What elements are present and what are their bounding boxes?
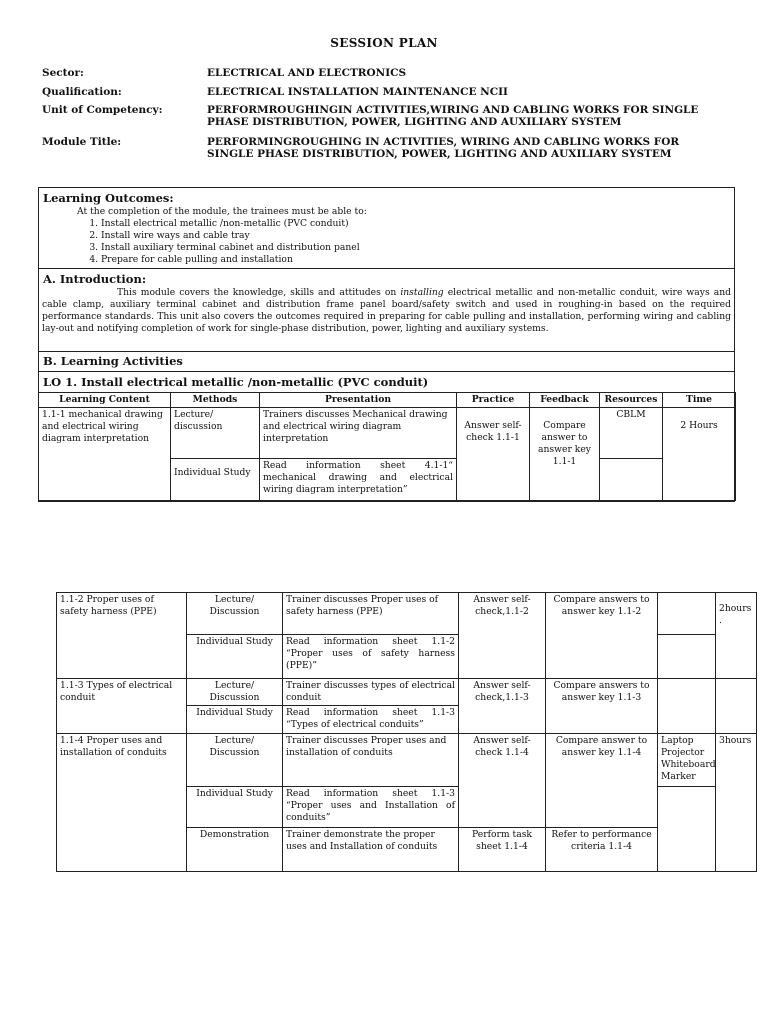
presentation-cell: Read information sheet 1.1-2 “Proper uses of safety harness (PPE)” bbox=[283, 635, 459, 679]
presentation-cell: Trainer discusses Proper uses and installation of conduits bbox=[283, 734, 459, 787]
table-row bbox=[57, 593, 757, 635]
qualification-label: Qualification: bbox=[42, 86, 122, 98]
column-header: Time bbox=[663, 393, 736, 408]
table-row bbox=[57, 679, 757, 706]
learning-content-cell: 1.1-1 mechanical drawing and electrical wiring diagram interpretation bbox=[39, 408, 171, 501]
column-header: Practice bbox=[457, 393, 530, 408]
presentation-cell: Read information sheet 1.1-3 “Proper uses and Installation of conduits” bbox=[283, 787, 459, 828]
time-cell: 2hours . bbox=[716, 593, 757, 679]
lo1-row bbox=[39, 371, 734, 392]
intro-text-italic: installing bbox=[400, 287, 444, 298]
learning-content-cell: 1.1-2 Proper uses of safety harness (PPE) bbox=[57, 593, 187, 679]
column-header: Feedback bbox=[530, 393, 600, 408]
column-header: Presentation bbox=[260, 393, 457, 408]
page-title: SESSION PLAN bbox=[330, 36, 438, 50]
sector-label: Sector: bbox=[42, 67, 84, 79]
outcome-item: 2. Install wire ways and cable tray bbox=[101, 230, 734, 242]
feedback-cell: Compare answer to answer key 1.1-1 bbox=[530, 408, 600, 501]
presentation-cell: Trainer discusses types of electrical conduit bbox=[283, 679, 459, 706]
learning-outcomes-section bbox=[39, 188, 734, 268]
learning-activities-row bbox=[39, 351, 734, 371]
method-cell: Individual Study bbox=[187, 706, 283, 734]
practice-cell: Answer self-check,1.1-2 bbox=[459, 593, 546, 679]
practice-cell: Answer self-check 1.1-1 bbox=[457, 408, 530, 501]
table-header-row bbox=[39, 393, 736, 408]
learning-outcomes-list bbox=[39, 218, 734, 266]
column-header: Learning Content bbox=[39, 393, 171, 408]
method-cell: Individual Study bbox=[187, 787, 283, 828]
intro-text-end: electrical metallic and non-metallic conduit, wire ways and cable clamp, auxiliary terminal cabinet and distribution frame panel board/safety switch and used in roughing-in based on the required performance standards. This unit also covers the outcomes required in preparing for cable pulling and installation, performing wiring and cabling lay-out and notifying completion of work for single-phase distribution, power, lighting and auxiliary systems. bbox=[42, 287, 731, 334]
activities-table bbox=[38, 392, 736, 501]
learning-content-cell: 1.1-3 Types of electrical conduit bbox=[57, 679, 187, 734]
learning-activities-heading: B. Learning Activities bbox=[43, 354, 183, 368]
sector-value: ELECTRICAL AND ELECTRONICS bbox=[207, 67, 407, 79]
method-cell: Lecture/ discussion bbox=[171, 408, 260, 459]
introduction-section bbox=[39, 268, 734, 351]
method-cell: Demonstration bbox=[187, 828, 283, 872]
feedback-cell: Compare answers to answer key 1.1-3 bbox=[546, 679, 658, 734]
outcome-item: 1. Install electrical metallic /non-metallic (PVC conduit) bbox=[101, 218, 734, 230]
session-plan-box bbox=[38, 187, 735, 502]
method-cell: Lecture/ Discussion bbox=[187, 679, 283, 706]
column-header: Resources bbox=[600, 393, 663, 408]
table-row bbox=[57, 734, 757, 787]
module-label: Module Title: bbox=[42, 136, 122, 148]
resources-cell: CBLM bbox=[600, 408, 663, 459]
outcome-item: 3. Install auxiliary terminal cabinet and distribution panel bbox=[101, 242, 734, 254]
method-cell: Individual Study bbox=[171, 459, 260, 501]
qualification-value: ELECTRICAL INSTALLATION MAINTENANCE NCII bbox=[207, 86, 508, 98]
introduction-text bbox=[39, 287, 734, 335]
presentation-cell: Trainers discusses Mechanical drawing and electrical wiring diagram interpretation bbox=[260, 408, 457, 459]
learning-outcomes-heading: Learning Outcomes: bbox=[43, 191, 174, 205]
practice-cell: Answer self-check 1.1-4 bbox=[459, 734, 546, 828]
outcome-item: 4. Prepare for cable pulling and installation bbox=[101, 254, 734, 266]
time-cell: 3hours bbox=[716, 734, 757, 872]
resources-cell bbox=[658, 679, 716, 734]
lo1-heading: LO 1. Install electrical metallic /non-metallic (PVC conduit) bbox=[43, 375, 429, 389]
resources-cell bbox=[658, 787, 716, 872]
learning-outcomes-intro: At the completion of the module, the trainees must be able to: bbox=[77, 206, 367, 217]
practice-cell: Answer self-check,1.1-3 bbox=[459, 679, 546, 734]
presentation-cell: Trainer demonstrate the proper uses and Installation of conduits bbox=[283, 828, 459, 872]
method-cell: Individual Study bbox=[187, 635, 283, 679]
unit-label: Unit of Competency: bbox=[42, 104, 163, 116]
resources-cell bbox=[600, 459, 663, 501]
presentation-cell: Trainer discusses Proper uses of safety harness (PPE) bbox=[283, 593, 459, 635]
module-value: PERFORMINGROUGHING IN ACTIVITIES, WIRING AND CABLING WORKS FOR SINGLE PHASE DISTRIBUTION, POWER, LIGHTING AND AUXILIARY SYSTEM bbox=[207, 136, 680, 160]
practice-cell: Perform task sheet 1.1-4 bbox=[459, 828, 546, 872]
activities-table-continued bbox=[56, 592, 757, 872]
table-row bbox=[39, 408, 736, 459]
resources-cell: Laptop Projector Whiteboard Marker bbox=[658, 734, 716, 787]
method-cell: Lecture/ Discussion bbox=[187, 734, 283, 787]
unit-value: PERFORMROUGHINGIN ACTIVITIES,WIRING AND CABLING WORKS FOR SINGLE PHASE DISTRIBUTION, POWER, LIGHTING AND AUXILIARY SYSTEM bbox=[207, 104, 699, 128]
feedback-cell: Compare answers to answer key 1.1-2 bbox=[546, 593, 658, 679]
time-cell bbox=[716, 679, 757, 734]
intro-text-start: This module covers the knowledge, skills and attitudes on bbox=[117, 287, 401, 298]
introduction-heading: A. Introduction: bbox=[43, 272, 147, 286]
resources-cell bbox=[658, 593, 716, 635]
feedback-cell: Refer to performance criteria 1.1-4 bbox=[546, 828, 658, 872]
column-header: Methods bbox=[171, 393, 260, 408]
learning-content-cell: 1.1-4 Proper uses and installation of conduits bbox=[57, 734, 187, 872]
resources-cell bbox=[658, 635, 716, 679]
time-cell: 2 Hours bbox=[663, 408, 736, 501]
presentation-cell: Read information sheet 4.1-1“ mechanical drawing and electrical wiring diagram interpretation” bbox=[260, 459, 457, 501]
feedback-cell: Compare answer to answer key 1.1-4 bbox=[546, 734, 658, 828]
presentation-cell: Read information sheet 1.1-3 “Types of electrical conduits” bbox=[283, 706, 459, 734]
method-cell: Lecture/ Discussion bbox=[187, 593, 283, 635]
